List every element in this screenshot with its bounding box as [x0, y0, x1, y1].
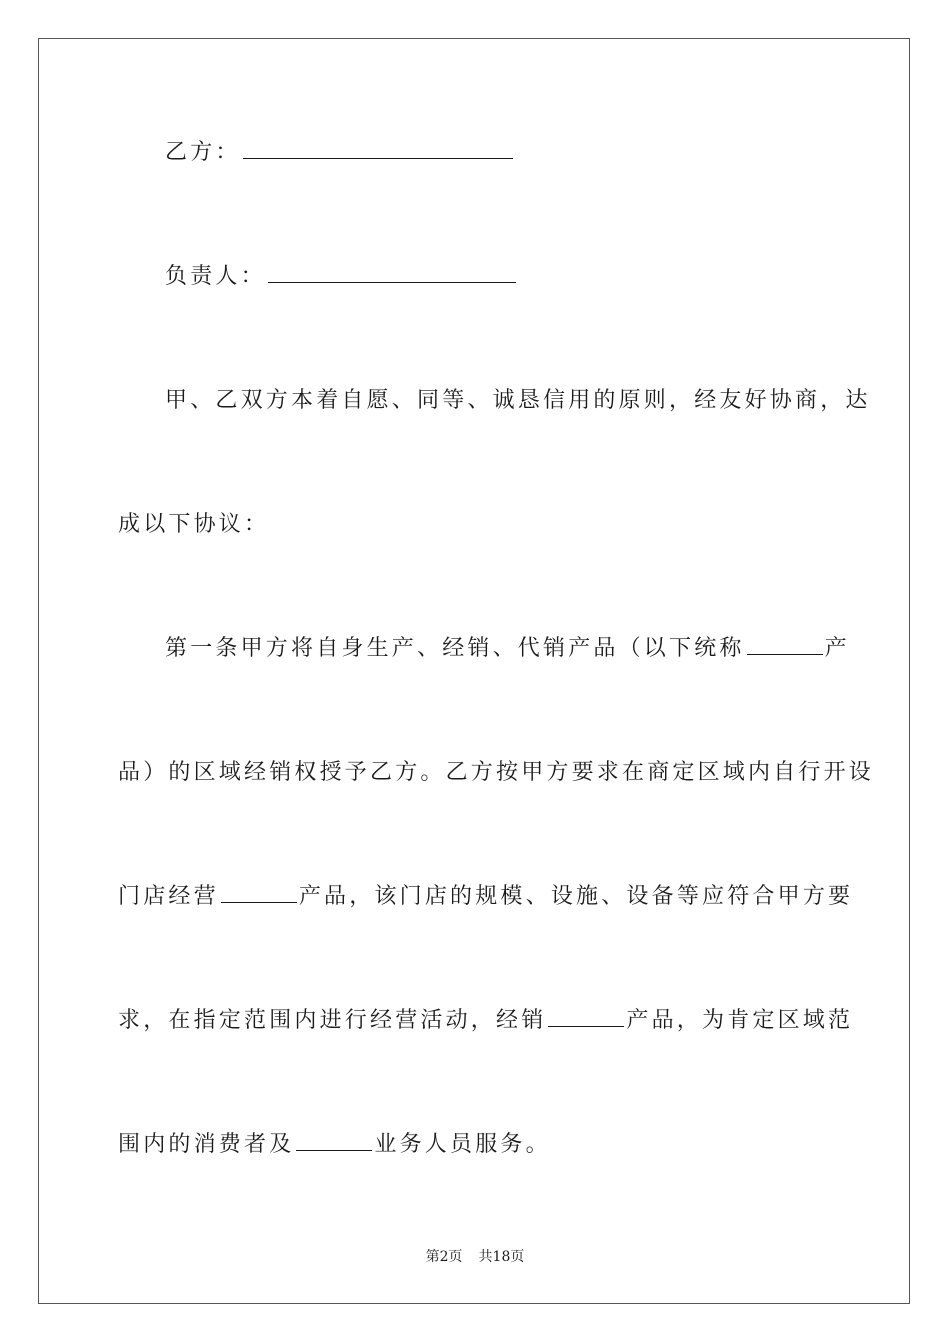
page-total: 共18页: [478, 1249, 525, 1265]
intro-line-1: [165, 386, 871, 416]
article-one-line-2: [118, 758, 874, 788]
party-b-blank: [243, 140, 513, 159]
article-one-line-4: [118, 1006, 853, 1036]
intro-text-2: 成以下协议：: [118, 512, 270, 537]
product-name-blank-4: [296, 1132, 372, 1151]
article-one-text-2: 品）的区域经销权授予乙方。乙方按甲方要求在商定区域内自行开设: [118, 760, 875, 785]
article-one-line-1: [165, 634, 850, 664]
responsible-person-blank: [268, 264, 516, 283]
party-b-label: 乙方：: [165, 140, 241, 165]
responsible-person-label: 负责人：: [165, 264, 266, 289]
intro-line-2: [118, 510, 269, 540]
intro-text-1: 甲、乙双方本着自愿、同等、诚恳信用的原则，经友好协商，达: [165, 388, 871, 413]
product-name-blank-1: [747, 636, 823, 655]
responsible-person-line: [165, 262, 518, 292]
product-name-blank-3: [548, 1008, 624, 1027]
page-current: 第2页: [425, 1249, 463, 1265]
article-one-text-4b: 产品，为肯定区域范: [626, 1008, 854, 1033]
party-b-line: [165, 138, 515, 168]
article-one-text-1a: 第一条甲方将自身生产、经销、代销产品（以下统称: [165, 636, 745, 661]
article-one-text-3b: 产品，该门店的规模、设施、设备等应符合甲方要: [298, 884, 854, 909]
article-one-line-3: [118, 882, 853, 912]
page-footer: [0, 1247, 950, 1267]
article-one-text-4a: 求，在指定范围内进行经营活动，经销: [118, 1008, 547, 1033]
article-one-text-1b: 产: [824, 636, 850, 661]
article-one-line-5: [118, 1130, 551, 1160]
product-name-blank-2: [221, 884, 297, 903]
article-one-text-3a: 门店经营: [118, 884, 219, 909]
article-one-text-5b: 业务人员服务。: [374, 1132, 551, 1157]
article-one-text-5a: 围内的消费者及: [118, 1132, 295, 1157]
page-border: [38, 38, 910, 1304]
